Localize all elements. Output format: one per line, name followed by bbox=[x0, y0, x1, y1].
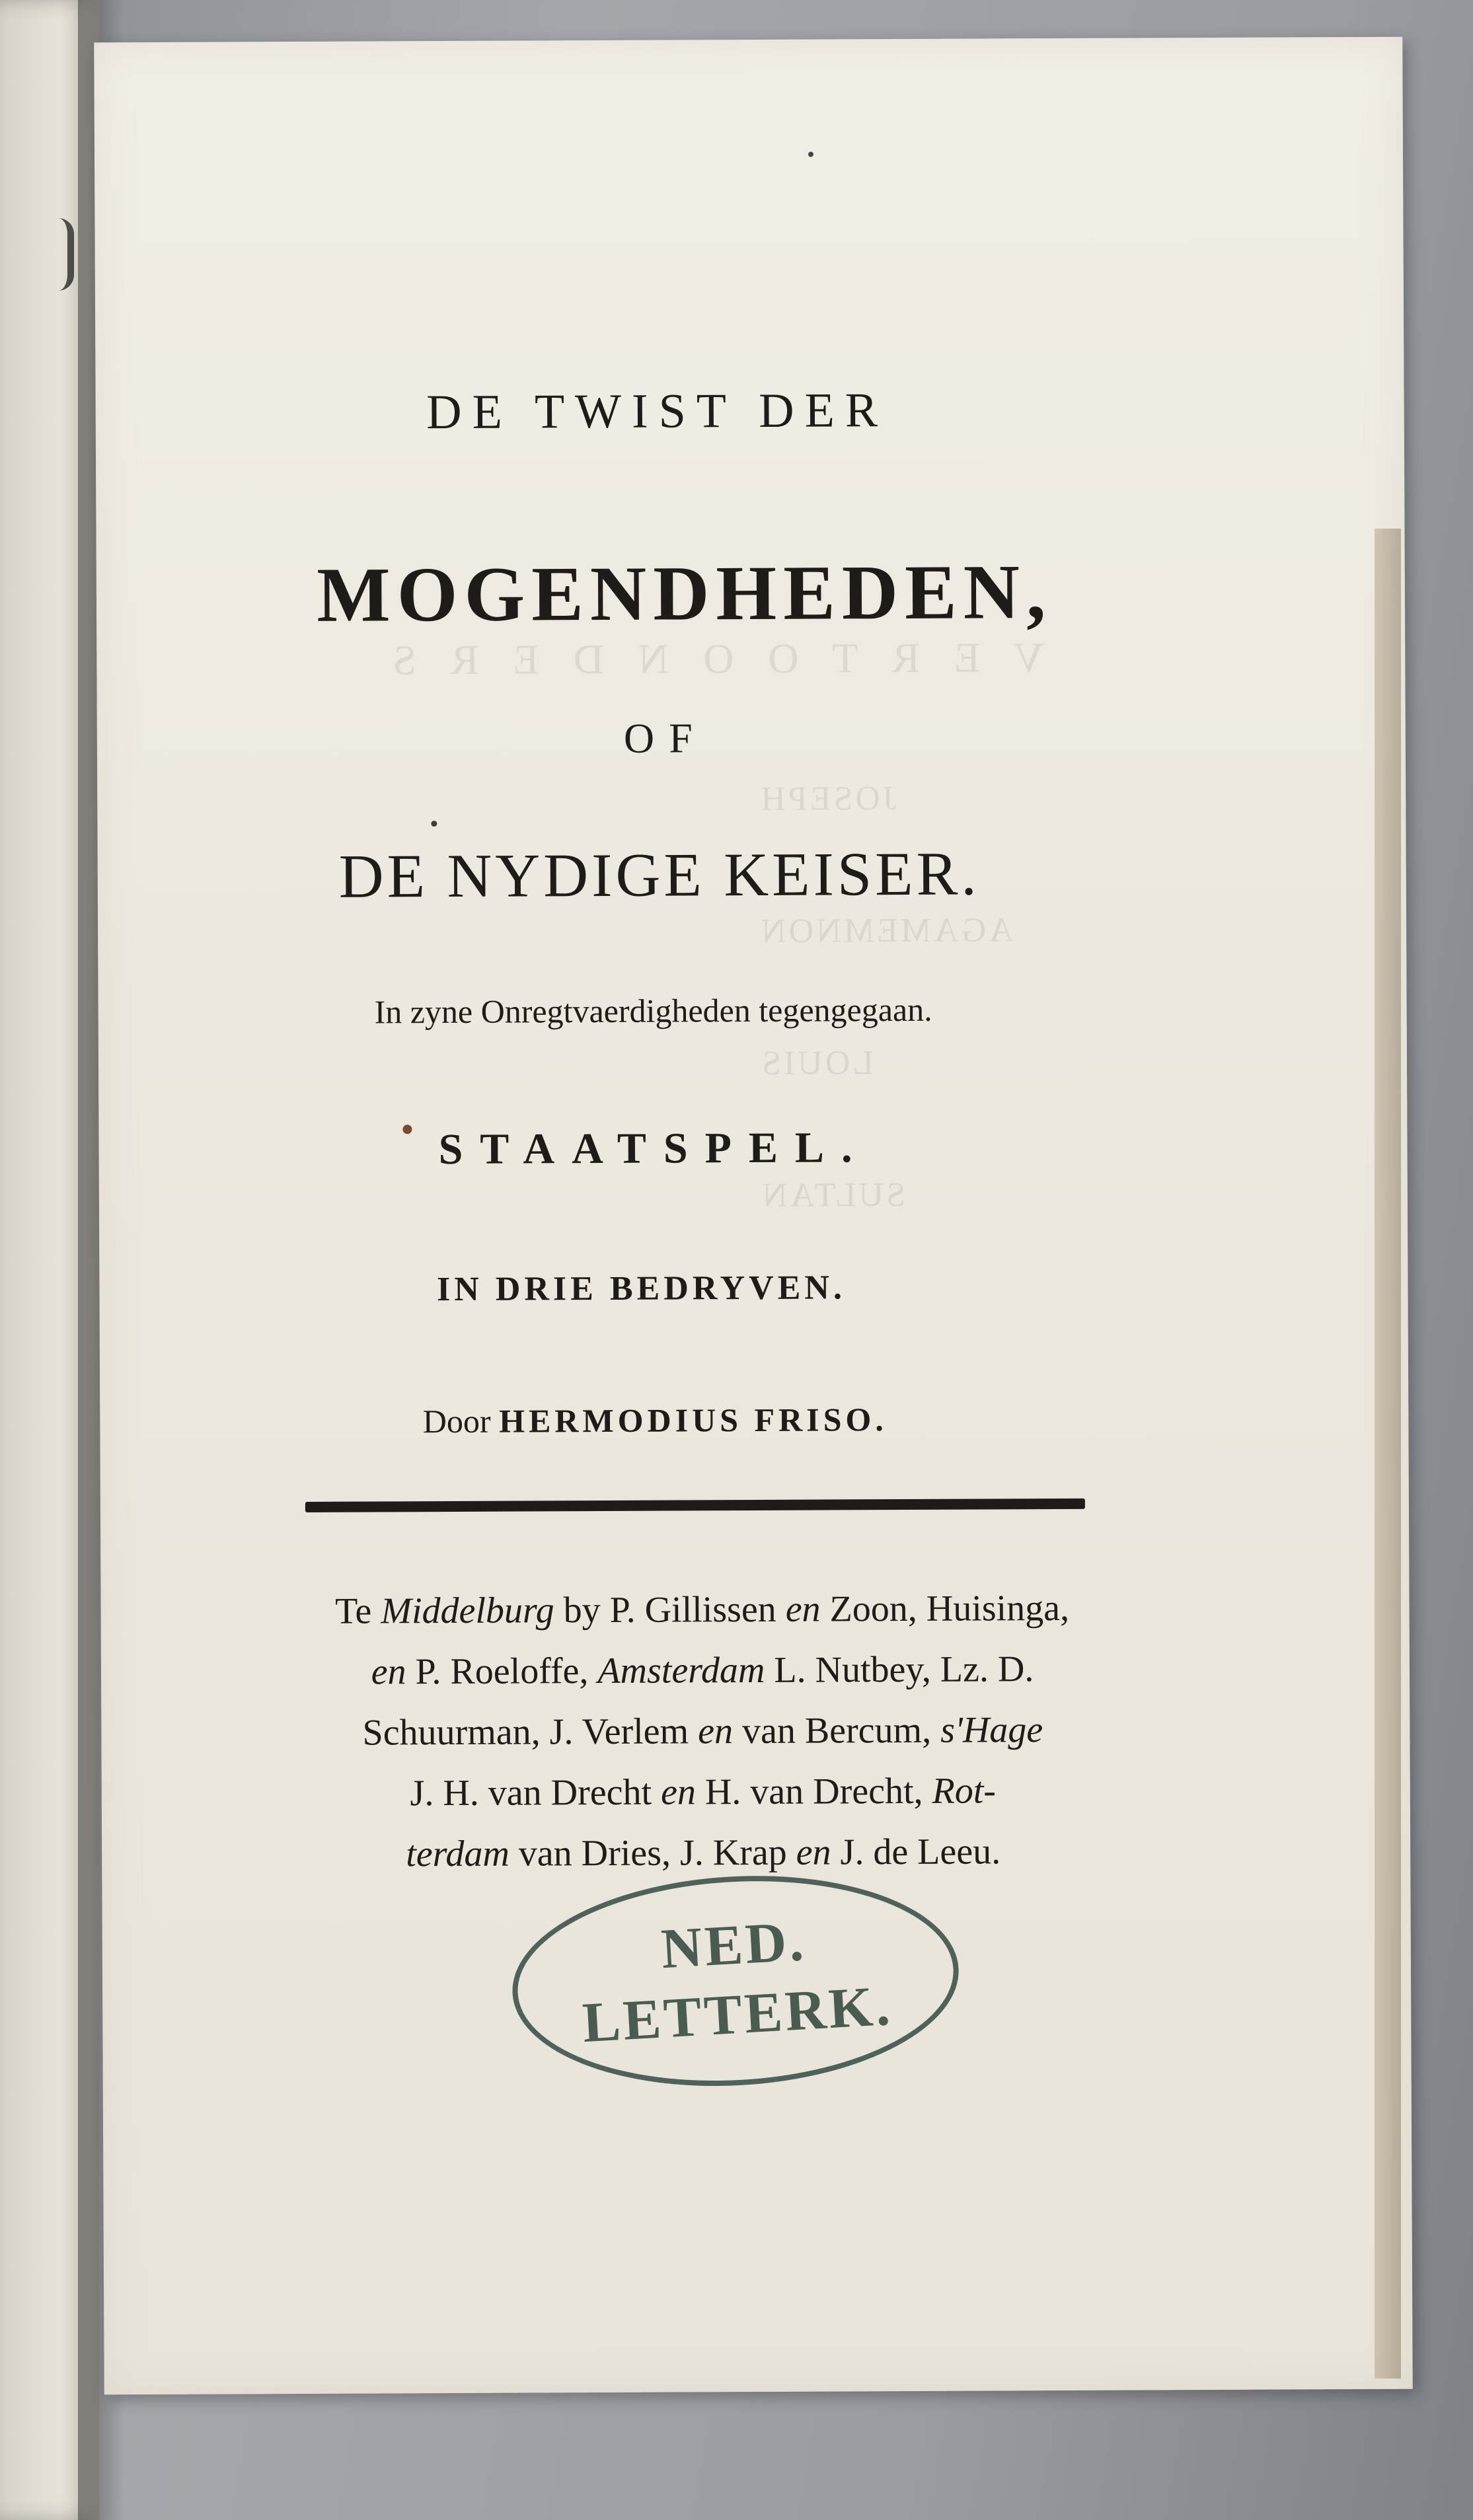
stamp-line-1: NED. bbox=[659, 1909, 808, 1981]
genre: STAATSPEL. bbox=[438, 1123, 870, 1174]
title-line-1: DE TWIST DER bbox=[426, 383, 889, 440]
author-prefix: Door bbox=[422, 1402, 491, 1440]
imprint-row: terdam van Dries, J. Krap en J. de Leeu. bbox=[406, 1831, 1001, 1875]
title-main: MOGENDHEDEN, bbox=[316, 548, 1053, 638]
subtitle: In zyne Onregtvaerdigheden tegengegaan. bbox=[374, 990, 932, 1031]
bleed-through-text: AGAMEMNON bbox=[758, 911, 1014, 950]
title-conjunction: OF bbox=[623, 714, 707, 762]
imprint bbox=[259, 1577, 1146, 1885]
page-edge bbox=[1375, 529, 1401, 2379]
divider-rule bbox=[305, 1499, 1085, 1512]
bleed-through-text: JOSEPH bbox=[758, 780, 897, 818]
title-page bbox=[94, 37, 1413, 2395]
imprint-row: Te Middelburg by P. Gillissen en Zoon, Huisinga, bbox=[335, 1587, 1070, 1632]
bleed-through-text: LOUIS bbox=[759, 1044, 874, 1082]
acts: IN DRIE BEDRYVEN. bbox=[436, 1269, 847, 1309]
imprint-row: Schuurman, J. Verlem en van Bercum, s'Hage bbox=[362, 1709, 1043, 1754]
foxing-spot bbox=[808, 152, 813, 157]
library-stamp bbox=[507, 1864, 965, 2098]
ink-mark bbox=[58, 218, 74, 291]
author-line bbox=[1, 1398, 1309, 1442]
foxing-spot bbox=[431, 821, 437, 827]
imprint-row: en P. Roeloffe, Amsterdam L. Nutbey, Lz. D. bbox=[371, 1649, 1034, 1693]
title-alternate: DE NYDIGE KEISER. bbox=[338, 839, 981, 911]
bleed-through-text: SULTAN bbox=[759, 1175, 906, 1214]
imprint-row: J. H. van Drecht en H. van Drecht, Rot- bbox=[410, 1770, 997, 1814]
foxing-spot bbox=[402, 1125, 412, 1134]
stamp-line-2: LETTERK. bbox=[580, 1973, 894, 2055]
author-name: HERMODIUS FRISO. bbox=[498, 1401, 888, 1440]
bleed-through-text: V E R T O O N D E R S bbox=[381, 634, 1045, 684]
